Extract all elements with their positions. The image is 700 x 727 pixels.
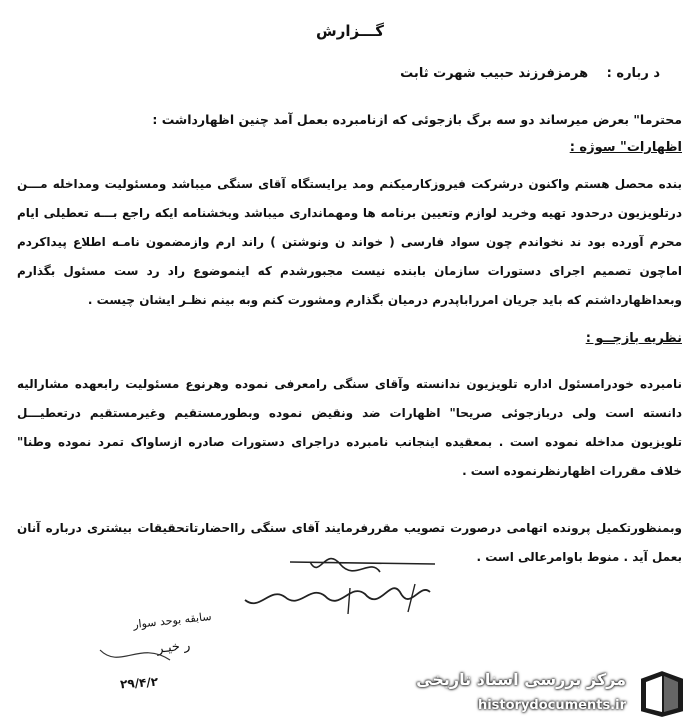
- section-heading-subject-statements: اظهارات" سوژه :: [569, 140, 682, 155]
- subject-label: د رباره :: [606, 66, 660, 81]
- book-logo-icon: [634, 668, 692, 720]
- section-body-subject-statements: بنده محصل هستم واکنون درشرکت فیروزکارمیکنم ومد یرایستگاه آقای سنگی میباشد ومسئولیت ومداخله مـــن درتلویزیون درحدود تهیه وخرید لوازم وتعیین برنامه ها ومهمانداری میباشد وبخشنامه ایکه راجع بـــه تعطیلی ایام محرم آورده بود ند نخواندم چون سواد فارسی ( خواند ن ونوشتن ) راند ارم وازمضمون نامـه اطلاع پیداکردم اماچون تصمیم اجرای دستورات سازمان بابنده نیست مجبورشدم که اینموضوع راد رد ست مسئول بگذارم وبعداظهارداشتم که باید جریان امرراباپدرم درمیان بگذارم ومشورت کنم وبه بینم نظـر ایشان چیست .: [17, 177, 682, 307]
- watermark-title: مرکز بررسی اسناد تاریخی: [416, 670, 626, 689]
- annotation-line-1: سابقه بوحد سوار: [132, 609, 213, 632]
- section-heading-interrogator-opinion: نظریه بازجــو :: [585, 331, 682, 346]
- section-body-recommendation: وبمنظورتکمیل پرونده اتهامی درصورت تصویب مقررفرمایند آقای سنگی رااحضارتاتحقیقات بیشتری درباره آنان بعمل آید . منوط باوامرعالی است .: [17, 521, 682, 564]
- annotation-line-2: ر خیـر: [155, 638, 191, 657]
- intro-line: محترما" بعرض میرساند دو سه برگ بازجوئی که ازنامبرده بعمل آمد چنین اظهارداشت :: [152, 112, 682, 127]
- annotation-date: ۲۹/۴/۲: [119, 674, 159, 692]
- subject-value: هرمزفرزند حبیب شهرت ثابت: [400, 66, 589, 81]
- watermark-url: historydocuments.ir: [477, 698, 626, 713]
- subject-row: [200, 66, 660, 81]
- handwritten-signature: [230, 552, 440, 622]
- document-title: گـــزارش: [316, 22, 384, 40]
- section-body-interrogator-opinion: نامبرده خودرامسئول اداره تلویزیون ندانسته وآقای سنگی رامعرفی نموده وهرنوع مسئولیت رابعهده مشاراليه دانسته است ولی دربازجوئی صریحا" اظهارات ضد ونقیض نموده وبطورمستقیم وغیرمستقیم درتعطيـــل تلویزیون مداخله نموده است . بمعقیده اینجانب نامبرده دراجرای دستورات صادره ازساواک تمرد نموده وطنا" خلاف مقررات اظهارنظرنموده است .: [17, 377, 682, 478]
- watermark: [412, 666, 696, 722]
